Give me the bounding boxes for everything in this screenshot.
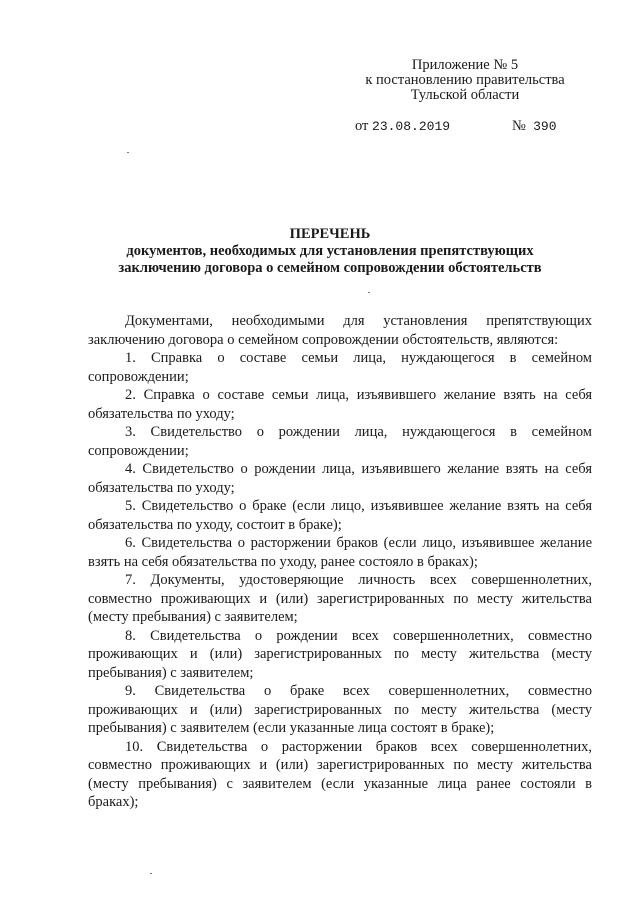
list-item: 5. Свидетельство о браке (если лицо, изъявившее желание взять на себя обязательства по уходу, состоит в браке); bbox=[88, 498, 592, 533]
intro-paragraph: Документами, необходимыми для установления препятствующих заключению договора о семейном сопровождении обстоятельств, являются: bbox=[88, 313, 592, 348]
appendix-region: Тульской области bbox=[410, 87, 520, 103]
date-prefix: от bbox=[355, 118, 369, 134]
list-item: 8. Свидетельства о рождении всех совершеннолетних, совместно проживающих и (или) зарегистрированных по месту жительства (месту пребывания) с заявителем; bbox=[88, 627, 592, 681]
title-subheading-line2: заключению договора о семейном сопровождении обстоятельств bbox=[118, 260, 542, 276]
title-subheading-line1: документов, необходимых для установления препятствующих bbox=[126, 243, 534, 259]
appendix-resolution: к постановлению правительства bbox=[365, 72, 565, 88]
list-item: 3. Свидетельство о рождении лица, нуждающегося в семейном сопровождении; bbox=[88, 424, 592, 459]
list-item: 7. Документы, удостоверяющие личность всех совершеннолетних, совместно проживающих и (или) зарегистрированных по месту жительства (месту пребывания) с заявителем; bbox=[88, 572, 592, 625]
list-item: 2. Справка о составе семьи лица, изъявившего желание взять на себя обязательства по уходу; bbox=[88, 387, 592, 422]
date-value: 23.08.2019 bbox=[372, 119, 451, 134]
list-item: 10. Свидетельства о расторжении браков всех совершеннолетних, совместно проживающих и (или) зарегистрированных по месту жительства (месту пребывания) с заявителем (если указанные лица ранее состояли в браках); bbox=[88, 738, 592, 810]
document-title bbox=[60, 226, 600, 277]
scan-speck bbox=[150, 873, 152, 874]
list-item: 9. Свидетельства о браке всех совершеннолетних, совместно проживающих и (или) зарегистрированных по месту жительства (месту пребывания) с заявителем (если указанные лица состоят в браке); bbox=[88, 683, 592, 736]
scan-speck bbox=[368, 292, 370, 293]
scan-speck bbox=[127, 152, 129, 153]
date-number-line bbox=[355, 118, 557, 135]
document-number bbox=[512, 118, 557, 135]
number-value: 390 bbox=[533, 119, 557, 134]
list-item: 1. Справка о составе семьи лица, нуждающегося в семейном сопровождении; bbox=[88, 350, 592, 385]
appendix-header bbox=[340, 58, 590, 103]
appendix-number: Приложение № 5 bbox=[411, 57, 519, 73]
list-item: 4. Свидетельство о рождении лица, изъявившего желание взять на себя обязательства по уходу; bbox=[88, 461, 592, 496]
number-sign: № bbox=[512, 118, 526, 134]
title-heading: ПЕРЕЧЕНЬ bbox=[289, 226, 371, 242]
list-item: 6. Свидетельства о расторжении браков (если лицо, изъявившее желание взять на себя обязательства по уходу, ранее состояло в браках); bbox=[88, 535, 592, 570]
document-body bbox=[88, 312, 592, 812]
